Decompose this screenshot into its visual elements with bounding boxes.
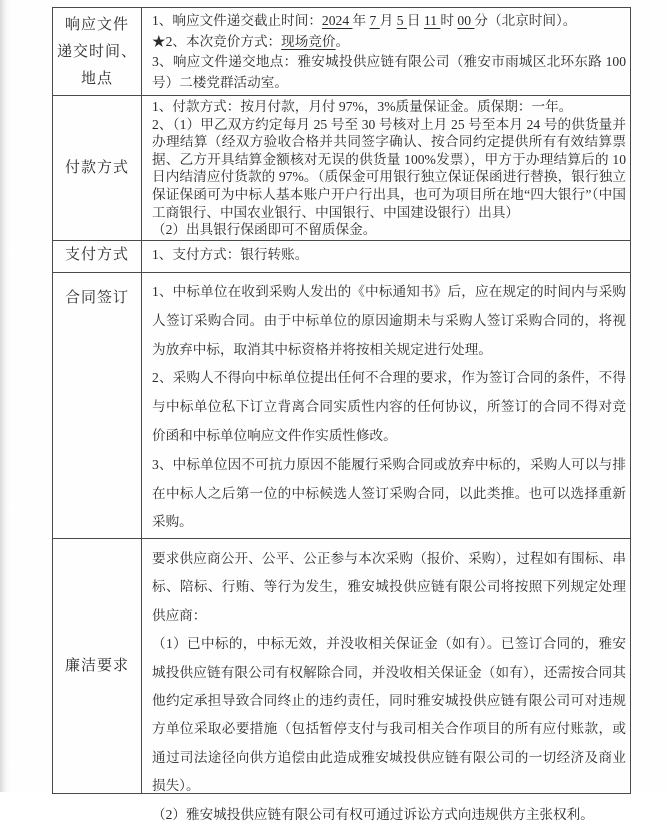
table-body: [53, 8, 631, 822]
text-segment: 日: [406, 13, 424, 28]
paragraph: [152, 32, 626, 53]
row-label-line: 地点: [80, 71, 113, 87]
paragraph: [152, 52, 626, 93]
paragraph: [152, 364, 626, 450]
table-row-integrity-requirements: [53, 539, 631, 794]
row-label-line: 支付方式: [64, 247, 129, 263]
text-segment: 分（北京时间）。: [474, 13, 577, 28]
paragraph: [152, 11, 626, 32]
paragraph: [152, 451, 626, 537]
row-content-payment-method: [142, 241, 631, 273]
row-content-box: [152, 11, 626, 93]
text-segment: 3、响应文件递交地点：雅安城投供应链有限公司（雅安市雨城区北环东路 100 号）二楼党群活动室。: [152, 54, 626, 90]
underlined-value: 00: [457, 13, 475, 28]
text-segment: 。: [335, 33, 350, 49]
text-segment: 3、中标单位因不可抗力原因不能履行采购合同或放弃中标的，采购人可以与排在中标人之后第一位的中标候选人签订采购合同，以此类推。也可以选择重新采购。: [152, 456, 626, 530]
table-row-submission-time-location: [53, 8, 631, 96]
row-label-line: 响应文件: [64, 17, 129, 33]
row-content-box: [152, 244, 626, 270]
text-segment: ★2、本次竞价方式：: [152, 33, 282, 49]
text-segment: 1、响应文件递交截止时间：: [152, 13, 322, 28]
table-row-contract-signing: [53, 273, 631, 539]
row-content-submission-time-location: [142, 8, 631, 96]
text-segment: 1、付款方式：按月付款，月付 97%，3%质量保证金。质保期：一年。: [152, 99, 573, 114]
row-label-line: 付款方式: [64, 159, 129, 176]
underlined-value: 现场竞价: [281, 33, 336, 49]
row-label-line: 合同签订: [64, 290, 129, 306]
procurement-conditions-table: [52, 7, 631, 822]
text-segment: 要求供应商公开、公平、公正参与本次采购（报价、采购），过程如有围标、串标、陪标、行贿、等行为发生，雅安城投供应链有限公司将按照下列规定处理供应商：: [152, 551, 626, 623]
row-label-submission-time-location: [53, 8, 142, 96]
text-segment: 月: [379, 13, 397, 28]
paragraph: [152, 244, 626, 266]
row-label-integrity-requirements: [53, 539, 142, 794]
text-segment: 1、支付方式：银行转账。: [152, 247, 309, 262]
paragraph: [152, 221, 626, 239]
text-segment: （2）出具银行保函即可不留质保金。: [152, 222, 377, 238]
underlined-value: 7: [369, 13, 380, 28]
paragraph: [152, 278, 626, 364]
underlined-value: 11: [423, 13, 441, 28]
text-segment: 2、（1）甲乙双方约定每月 25 号至 30 号核对上月 25 号至本月 24 号的供货量并办理结算（经双方验收合格并共同签字确认、按合同约定提供所有有效结算票据、乙方开具结算金额核对无误的供货量 100%发票），甲方于办理结算后的 10 日内结清应付货款的 97%。（质保金可用银行独立保证保函进行替换，银行独立保证保函可为中标人基本账户开户行出具，也可为项目所在地“四大银行”（中国工商银行、中国农业银行、中国银行、中国建设银行）出具）: [152, 116, 626, 220]
underlined-value: 2024: [321, 13, 353, 28]
row-label-line: 廉洁要求: [64, 657, 129, 674]
table-row-payment-terms: [53, 96, 631, 241]
text-segment: 年: [352, 13, 370, 28]
row-content-payment-terms: [142, 96, 631, 241]
row-label-contract-signing: [53, 273, 142, 539]
text-segment: 1、中标单位在收到采购人发出的《中标通知书》后，应在规定的时间内与采购人签订采购合同。由于中标单位的原因逾期未与采购人签订采购合同的，将视为放弃中标，取消其中标资格并将按相关规定进行处理。: [152, 284, 626, 357]
row-label-payment-method: [53, 241, 142, 273]
text-segment: （1）已中标的，中标无效，并没收相关保证金（如有）。已签订合同的，雅安城投供应链有限公司有权解除合同，并没收相关保证金（如有），还需按合同其他约定承担导致合同终止的违约责任，同时雅安城投供应链有限公司可对违规方单位采取必要措施（包括暂停支付与我司相关合作项目的所有应付账款，或通过司法途径向供方追偿由此造成雅安城投供应链有限公司的一切经济及商业损失）。: [152, 636, 626, 794]
row-content-box: [152, 98, 626, 238]
paragraph: [152, 116, 626, 222]
text-segment: 2、采购人不得向中标单位提出任何不合理的要求，作为签订合同的条件，不得与中标单位私下订立背离合同实质性内容的任何协议，所签订的合同不得对竞价函和中标单位响应文件作实质性修改。: [152, 370, 626, 443]
scan-edge-shadow: [0, 0, 10, 792]
row-content-contract-signing: [142, 273, 631, 539]
paragraph: [152, 630, 626, 800]
row-label-line: 递交时间、: [56, 44, 137, 60]
underlined-value: 5: [396, 13, 407, 28]
paragraph: [152, 545, 626, 630]
row-content-integrity-requirements: [142, 539, 631, 822]
text-segment: 时: [440, 13, 458, 28]
row-content-box: [152, 278, 626, 536]
table-row-payment-method: [53, 241, 631, 273]
paragraph: [152, 801, 626, 829]
row-label-payment-terms: [53, 96, 142, 241]
paragraph: [152, 98, 626, 116]
row-content-box: [152, 545, 626, 822]
text-segment: （2）雅安城投供应链有限公司有权可通过诉讼方式向违规供方主张权利。: [152, 806, 594, 822]
